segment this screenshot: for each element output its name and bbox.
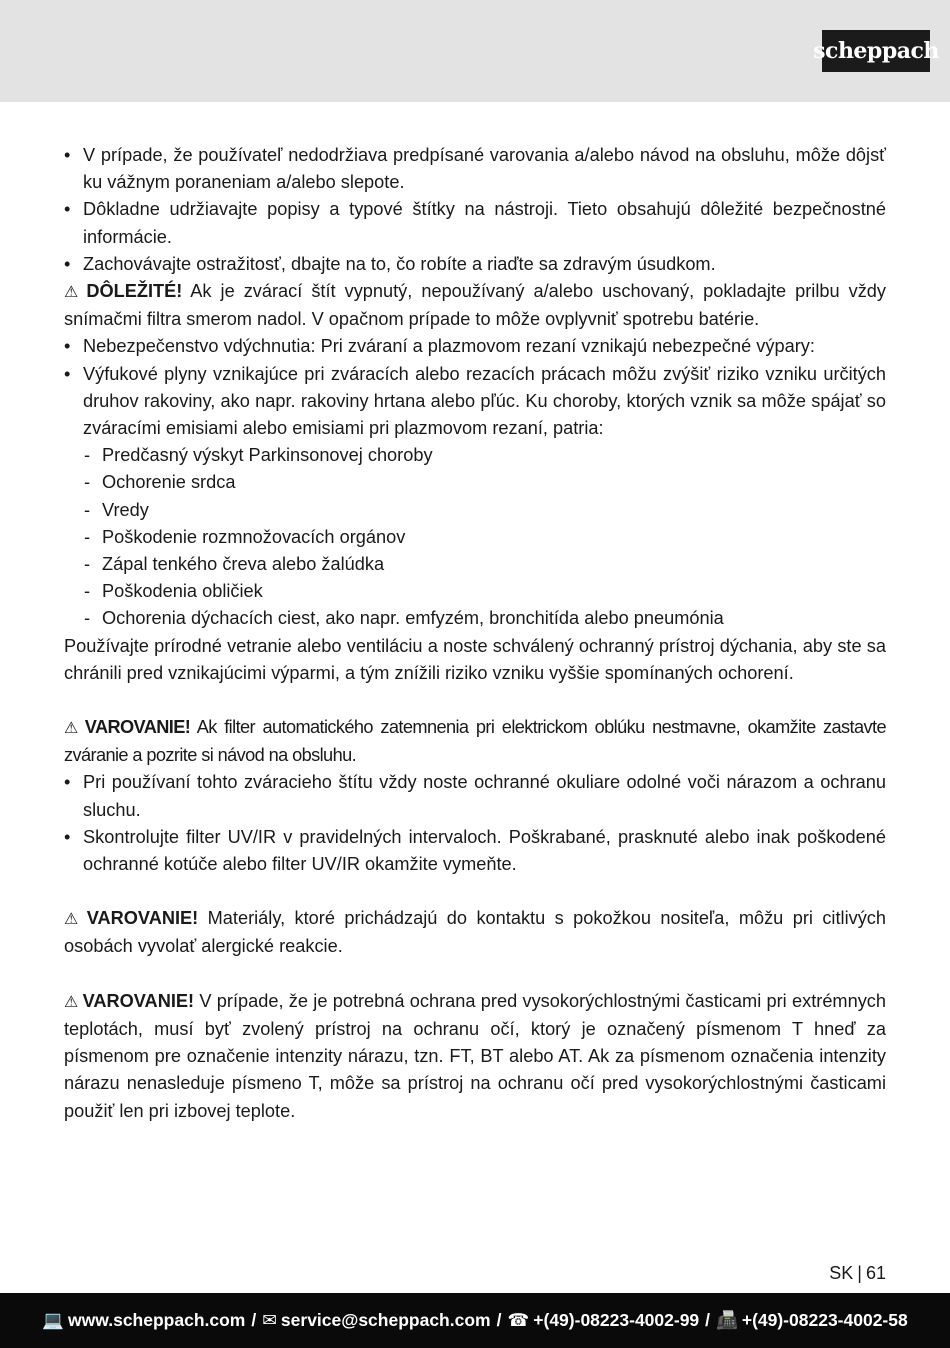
warning-label: VAROVANIE! xyxy=(84,717,191,738)
computer-icon: 💻 xyxy=(42,1310,65,1330)
disease-item: - Ochorenia dýchacích ciest, ako napr. emfyzém, bronchitída alebo pneumónia xyxy=(84,608,724,629)
brand-name: scheppach xyxy=(813,38,939,64)
important-label: DÔLEŽITÉ! xyxy=(86,281,183,302)
footer-separator: / xyxy=(496,1310,502,1330)
warning-label: VAROVANIE! xyxy=(82,990,195,1011)
footer-separator: / xyxy=(705,1310,711,1330)
mail-icon: ✉ xyxy=(262,1310,277,1330)
disease-item: - Poškodenia obličiek xyxy=(84,581,263,602)
list-item: • V prípade, že používateľ nedodržiava predpísané varovania a/alebo návod na obsluhu, môže dôjsť ku vážnym poraneniam a/alebo slepote. xyxy=(64,145,886,193)
page-header xyxy=(0,0,950,102)
list-item: • Zachovávajte ostražitosť, dbajte na to, čo robíte a riaďte sa zdravým úsudkom. xyxy=(64,253,716,274)
disease-item: - Predčasný výskyt Parkinsonovej choroby xyxy=(84,445,433,466)
phone-number[interactable]: +(49)-08223-4002-99 xyxy=(533,1310,700,1330)
warning-triangle-icon: ⚠ xyxy=(64,720,81,738)
disease-item: - Vredy xyxy=(84,499,149,520)
website-link[interactable]: www.scheppach.com xyxy=(68,1310,246,1330)
warning-triangle-icon: ⚠ xyxy=(64,911,83,929)
footer-separator: / xyxy=(251,1310,257,1330)
spacer xyxy=(64,878,886,905)
important-notice: ⚠ DÔLEŽITÉ! Ak je zvárací štít vypnutý, nepoužívaný a/alebo uschovaný, pokladajte prilbu vždy snímačmi filtra smerom nadol. V opačnom prípade to môže ovplyvniť spotrebu batérie. xyxy=(64,281,886,330)
document-body xyxy=(64,142,886,1125)
page-separator: | xyxy=(857,1263,862,1283)
spacer xyxy=(64,687,886,714)
email-link[interactable]: service@scheppach.com xyxy=(280,1310,491,1330)
warning-label: VAROVANIE! xyxy=(86,908,199,929)
list-item: • Nebezpečenstvo vdýchnutia: Pri zváraní a plazmovom rezaní vznikajú nebezpečné výpary: xyxy=(64,336,815,357)
list-item: • Výfukové plyny vznikajúce pri zváracích alebo rezacích prácach môžu zvýšiť riziko vzniku určitých druhov rakoviny, ako napr. rakoviny hrtana alebo pľúc. Ku choroby, ktorých vznik sa môže spájať so zváracími emisiami alebo emisiami pri plazmovom rezaní, patria: xyxy=(64,363,886,439)
phone-icon: ☎ xyxy=(507,1310,530,1330)
spacer xyxy=(64,961,886,988)
fax-icon: 📠 xyxy=(716,1310,738,1330)
disease-item: - Zápal tenkého čreva alebo žalúdka xyxy=(84,554,385,575)
scheppach-logo xyxy=(813,30,939,72)
disease-item: - Poškodenie rozmnožovacích orgánov xyxy=(84,526,406,547)
warning-triangle-icon: ⚠ xyxy=(64,993,79,1011)
page-number xyxy=(829,1261,886,1285)
fax-number: +(49)-08223-4002-58 xyxy=(741,1310,908,1330)
list-item: • Skontrolujte filter UV/IR v pravidelných intervaloch. Poškrabané, prasknuté alebo inak poškodené ochranné kotúče alebo filter UV/IR okamžite vymeňte. xyxy=(64,826,886,875)
ventilation-paragraph: Používajte prírodné vetranie alebo ventiláciu a noste schválený ochranný prístroj dýchania, aby ste sa chránili pred vznikajúcimi výparmi, a tým znížili riziko vzniku vyššie spomínaných ochorení. xyxy=(64,635,886,683)
warning-notice: ⚠ VAROVANIE! Materiály, ktoré prichádzajú do kontaktu s pokožkou nositeľa, môžu pri citlivých osobách vyvolať alergické reakcie. xyxy=(64,908,887,957)
warning-notice: ⚠ VAROVANIE! V prípade, že je potrebná ochrana pred vysokorýchlostnými časticami pri extrémnych teplotách, musí byť zvolený prístroj na ochranu očí, ktorý je označený písmenom T hneď za písmenom pre označenie intenzity nárazu, tzn. FT, BT alebo AT. Ak za písmenom označenia intenzity nárazu nenasleduje písmeno T, môže sa prístroj na ochranu očí pred vysokorýchlostnými časticami použiť len pri izbovej teplote. xyxy=(64,990,887,1121)
warning-triangle-icon: ⚠ xyxy=(64,284,83,302)
disease-item: - Ochorenie srdca xyxy=(84,472,236,493)
warning-notice: ⚠ VAROVANIE! Ak filter automatického zatemnenia pri elektrickom oblúku nestmavne, okamžite zastavte zváranie a pozrite si návod na obsluhu. xyxy=(64,717,886,766)
page-number-value: 61 xyxy=(865,1263,886,1283)
list-item: • Pri používaní tohto zváracieho štítu vždy noste ochranné okuliare odolné voči nárazom a ochranu sluchu. xyxy=(64,772,886,820)
list-item: • Dôkladne udržiavajte popisy a typové štítky na nástroji. Tieto obsahujú dôležité bezpečnostné informácie. xyxy=(64,199,886,247)
contact-footer xyxy=(0,1293,950,1348)
language-code: SK xyxy=(829,1263,854,1283)
